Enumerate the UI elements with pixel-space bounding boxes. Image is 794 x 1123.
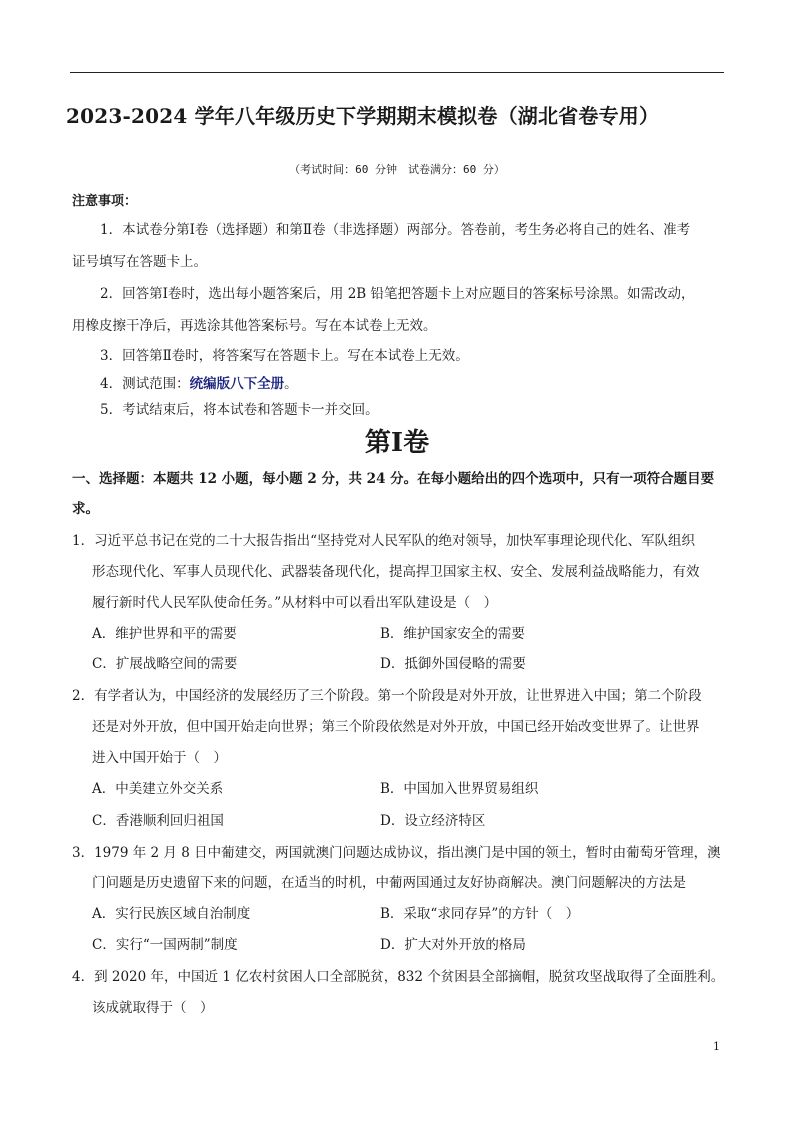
note-5: 5．考试结束后，将本试卷和答题卡一并交回。 bbox=[100, 402, 379, 418]
question-1-line-3: 履行新时代人民军队使命任务。”从材料中可以看出军队建设是（ ） bbox=[92, 595, 498, 611]
note-4-prefix: 4．测试范围： bbox=[100, 376, 190, 392]
exam-info: （考试时间：60 分钟 试卷满分：60 分） bbox=[289, 163, 505, 176]
question-3-line-2: 门问题是历史遗留下来的问题，在适当的时机，中葡两国通过友好协商解决。澳门问题解决的方法是 bbox=[92, 875, 686, 891]
question-2-option-c: C．香港顺利回归祖国 bbox=[92, 813, 224, 829]
question-1-option-c: C．扩展战略空间的需要 bbox=[92, 656, 238, 672]
note-1-line-1: 1．本试卷分第Ⅰ卷（选择题）和第Ⅱ卷（非选择题）两部分。答卷前，考生务必将自己的姓名、准考 bbox=[100, 222, 691, 238]
question-2-line-1: 2．有学者认为，中国经济的发展经历了三个阶段。第一个阶段是对外开放，让世界进入中国；第二个阶段 bbox=[72, 688, 702, 704]
document-title: 2023-2024 学年八年级历史下学期期末模拟卷（湖北省卷专用） bbox=[66, 104, 660, 128]
question-3-option-d: D．扩大对外开放的格局 bbox=[380, 937, 526, 953]
question-1-option-a: A．维护世界和平的需要 bbox=[92, 626, 237, 642]
question-2-option-b: B．中国加入世界贸易组织 bbox=[380, 781, 539, 797]
question-2-line-3: 进入中国开始于（ ） bbox=[92, 750, 227, 766]
test-scope: 统编版八下全册 bbox=[189, 376, 285, 392]
note-3: 3．回答第Ⅱ卷时，将答案写在答题卡上。写在本试卷上无效。 bbox=[100, 348, 469, 364]
question-3-option-c: C．实行“一国两制”制度 bbox=[92, 937, 238, 953]
question-4-line-1: 4．到 2020 年，中国近 1 亿农村贫困人口全部脱贫，832 个贫困县全部摘帽，脱贫攻坚战取得了全面胜利。 bbox=[72, 969, 725, 985]
question-2-option-a: A．中美建立外交关系 bbox=[92, 781, 224, 797]
question-1-line-1: 1．习近平总书记在党的二十大报告指出“坚持党对人民军队的绝对领导，加快军事理论现代化、军队组织 bbox=[72, 533, 695, 549]
notes-heading: 注意事项： bbox=[72, 194, 138, 209]
page-number: 1 bbox=[713, 1040, 720, 1053]
note-1-line-2: 证号填写在答题卡上。 bbox=[72, 254, 207, 270]
note-4-suffix: 。 bbox=[284, 376, 298, 392]
question-2-option-d: D．设立经济特区 bbox=[380, 813, 486, 829]
section-description: 一、选择题：本题共 12 小题，每小题 2 分，共 24 分。在每小题给出的四个选项中，只有一项符合题目要求。 bbox=[72, 471, 715, 517]
question-3-line-1: 3．1979 年 2 月 8 日中葡建交，两国就澳门问题达成协议，指出澳门是中国的领土，暂时由葡萄牙管理，澳 bbox=[72, 845, 721, 861]
section-title: 第Ⅰ卷 bbox=[364, 428, 430, 458]
question-3-option-b: B．采取“求同存异”的方针（ ） bbox=[380, 906, 580, 922]
note-2-line-2: 用橡皮擦干净后，再选涂其他答案标号。写在本试卷上无效。 bbox=[72, 318, 437, 334]
question-2-line-2: 还是对外开放，但中国开始走向世界；第三个阶段依然是对外开放，中国已经开始改变世界了。让世界 bbox=[92, 719, 700, 735]
header-rule bbox=[70, 72, 724, 73]
question-1-option-d: D．抵御外国侵略的需要 bbox=[380, 656, 526, 672]
question-1-line-2: 形态现代化、军事人员现代化、武器装备现代化，提高捍卫国家主权、安全、发展利益战略能力，有效 bbox=[92, 564, 700, 580]
question-3-option-a: A．实行民族区域自治制度 bbox=[92, 906, 251, 922]
question-4-line-2: 该成就取得于（ ） bbox=[92, 1000, 214, 1016]
question-1-option-b: B．维护国家安全的需要 bbox=[380, 626, 525, 642]
note-2-line-1: 2．回答第Ⅰ卷时，选出每小题答案后，用 2B 铅笔把答题卡上对应题目的答案标号涂黑。如需改动， bbox=[100, 286, 695, 302]
